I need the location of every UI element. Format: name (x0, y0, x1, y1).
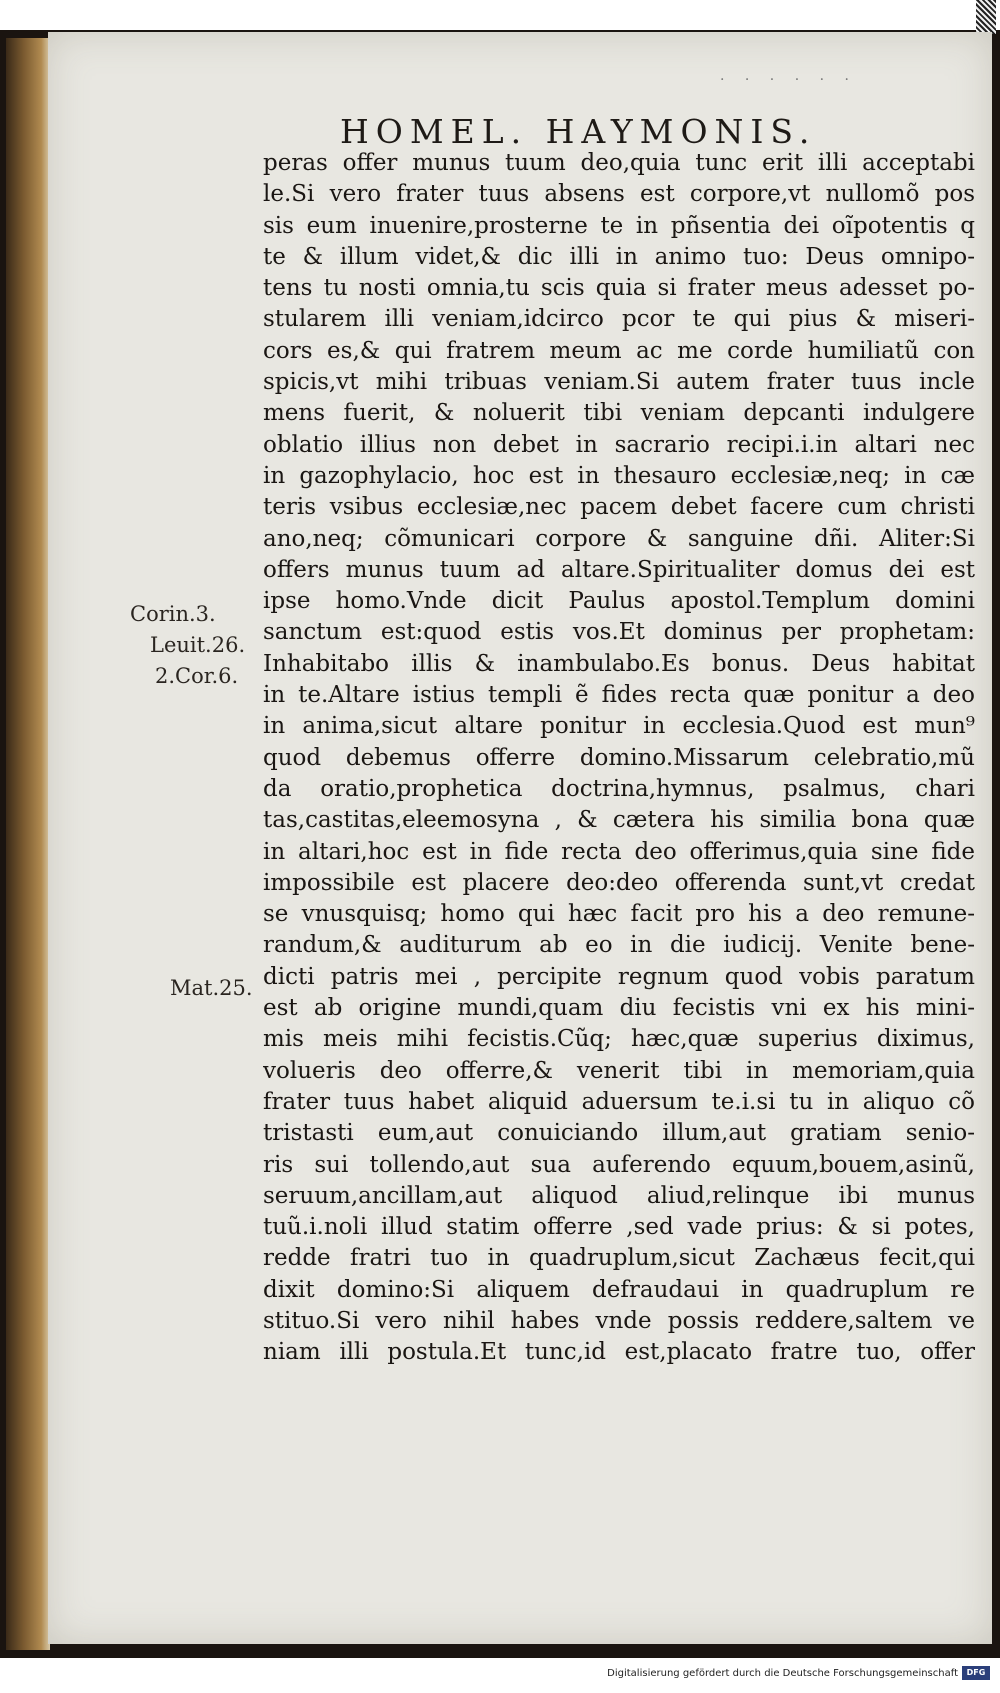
text-line: tens tu nosti omnia,tu scis quia si frater meus adesset po- (263, 275, 975, 302)
text-line: mens fuerit, & noluerit tibi veniam depcanti indulgere (263, 400, 975, 427)
text-line: stularem illi veniam,idcirco pcor te qui pius & miseri- (263, 306, 975, 333)
margin-note-corin: Corin.3. (130, 602, 216, 626)
text-line: volueris deo offerre,& venerit tibi in memoriam,quia (263, 1057, 975, 1084)
text-line: stituo.Si vero nihil habes vnde possis reddere,saltem ve (263, 1307, 975, 1334)
margin-note-mat: Mat.25. (170, 976, 253, 1000)
text-line: offers munus tuum ad altare.Spiritualiter domus dei est (263, 556, 975, 583)
text-line: est ab origine mundi,quam diu fecistis vni ex his mini- (263, 995, 975, 1022)
text-line: mis meis mihi fecistis.Cũq; hæc,quæ superius diximus, (263, 1026, 975, 1053)
text-line: dixit domino:Si aliquem defraudaui in quadruplum re (263, 1276, 975, 1303)
text-line: tristasti eum,aut conuiciando illum,aut gratiam senio- (263, 1120, 975, 1147)
text-line: in altari,hoc est in fide recta deo offerimus,quia sine fide (263, 838, 975, 865)
text-line: in anima,sicut altare ponitur in ecclesia.Quod est mun⁹ (263, 713, 975, 740)
text-line: ano,neq; cõmunicari corpore & sanguine dñi. Aliter:Si (263, 525, 975, 552)
text-line: spicis,vt mihi tribuas veniam.Si autem frater tuus incle (263, 369, 975, 396)
text-line: cors es,& qui fratrem meum ac me corde humiliatũ con (263, 337, 975, 364)
text-line: dicti patris mei , percipite regnum quod vobis paratum (263, 963, 975, 990)
text-line: se vnusquisq; homo qui hæc facit pro his a deo remune- (263, 901, 975, 928)
text-line: tas,castitas,eleemosyna , & cætera his similia bona quæ (263, 807, 975, 834)
running-head: HOMEL. HAYMONIS. (340, 112, 817, 151)
text-line: ipse homo.Vnde dicit Paulus apostol.Templum domini (263, 588, 975, 615)
text-line: Inhabitabo illis & inambulabo.Es bonus. Deus habitat (263, 650, 975, 677)
faded-ornament: · · · · · · (720, 72, 857, 88)
margin-note-cor: 2.Cor.6. (155, 664, 239, 688)
text-line: oblatio illius non debet in sacrario recipi.i.in altari nec (263, 431, 975, 458)
footer-bar (0, 1660, 1000, 1693)
text-line: seruum,ancillam,aut aliquod aliud,relinque ibi munus (263, 1182, 975, 1209)
text-line: redde fratri tuo in quadruplum,sicut Zachæus fecit,qui (263, 1245, 975, 1272)
text-line: te & illum videt,& dic illi in animo tuo: Deus omnipo- (263, 243, 975, 270)
margin-note-leuit: Leuit.26. (150, 633, 246, 657)
text-line: teris vsibus ecclesiæ,nec pacem debet facere cum christi (263, 494, 975, 521)
text-line: sis eum inuenire,prosterne te in pñsentia dei oĩpotentis q (263, 212, 975, 239)
text-line: da oratio,prophetica doctrina,hymnus, psalmus, chari (263, 775, 975, 802)
text-line: niam illi postula.Et tunc,id est,placato fratre tuo, offer (263, 1339, 975, 1366)
text-line: tuũ.i.noli illud statim offerre ,sed vade prius: & si potes, (263, 1214, 975, 1241)
text-line: quod debemus offerre domino.Missarum celebratio,mũ (263, 744, 975, 771)
text-line: le.Si vero frater tuus absens est corpore,vt nullomõ pos (263, 181, 975, 208)
text-line: in gazophylacio, hoc est in thesauro ecclesiæ,neq; in cæ (263, 462, 975, 489)
text-line: in te.Altare istius templi ẽ fides recta quæ ponitur a deo (263, 682, 975, 709)
main-text-block (263, 148, 975, 1369)
text-line: impossibile est placere deo:deo offerenda sunt,vt credat (263, 869, 975, 896)
dfg-logo: DFG (962, 1666, 990, 1680)
text-line: sanctum est:quod estis vos.Et dominus per prophetam: (263, 619, 975, 646)
text-line: peras offer munus tuum deo,quia tunc erit illi acceptabi (263, 150, 975, 176)
text-line: randum,& auditurum ab eo in die iudicij. Venite bene- (263, 932, 975, 959)
funding-notice: Digitalisierung gefördert durch die Deutsche Forschungsgemeinschaft (607, 1668, 958, 1679)
text-line: ris sui tollendo,aut sua auferendo equum,bouem,asinũ, (263, 1151, 975, 1178)
book-spine (6, 38, 50, 1650)
text-line: frater tuus habet aliquid aduersum te.i.si tu in aliquo cõ (263, 1088, 975, 1115)
scan-calibration-mark (976, 0, 996, 34)
